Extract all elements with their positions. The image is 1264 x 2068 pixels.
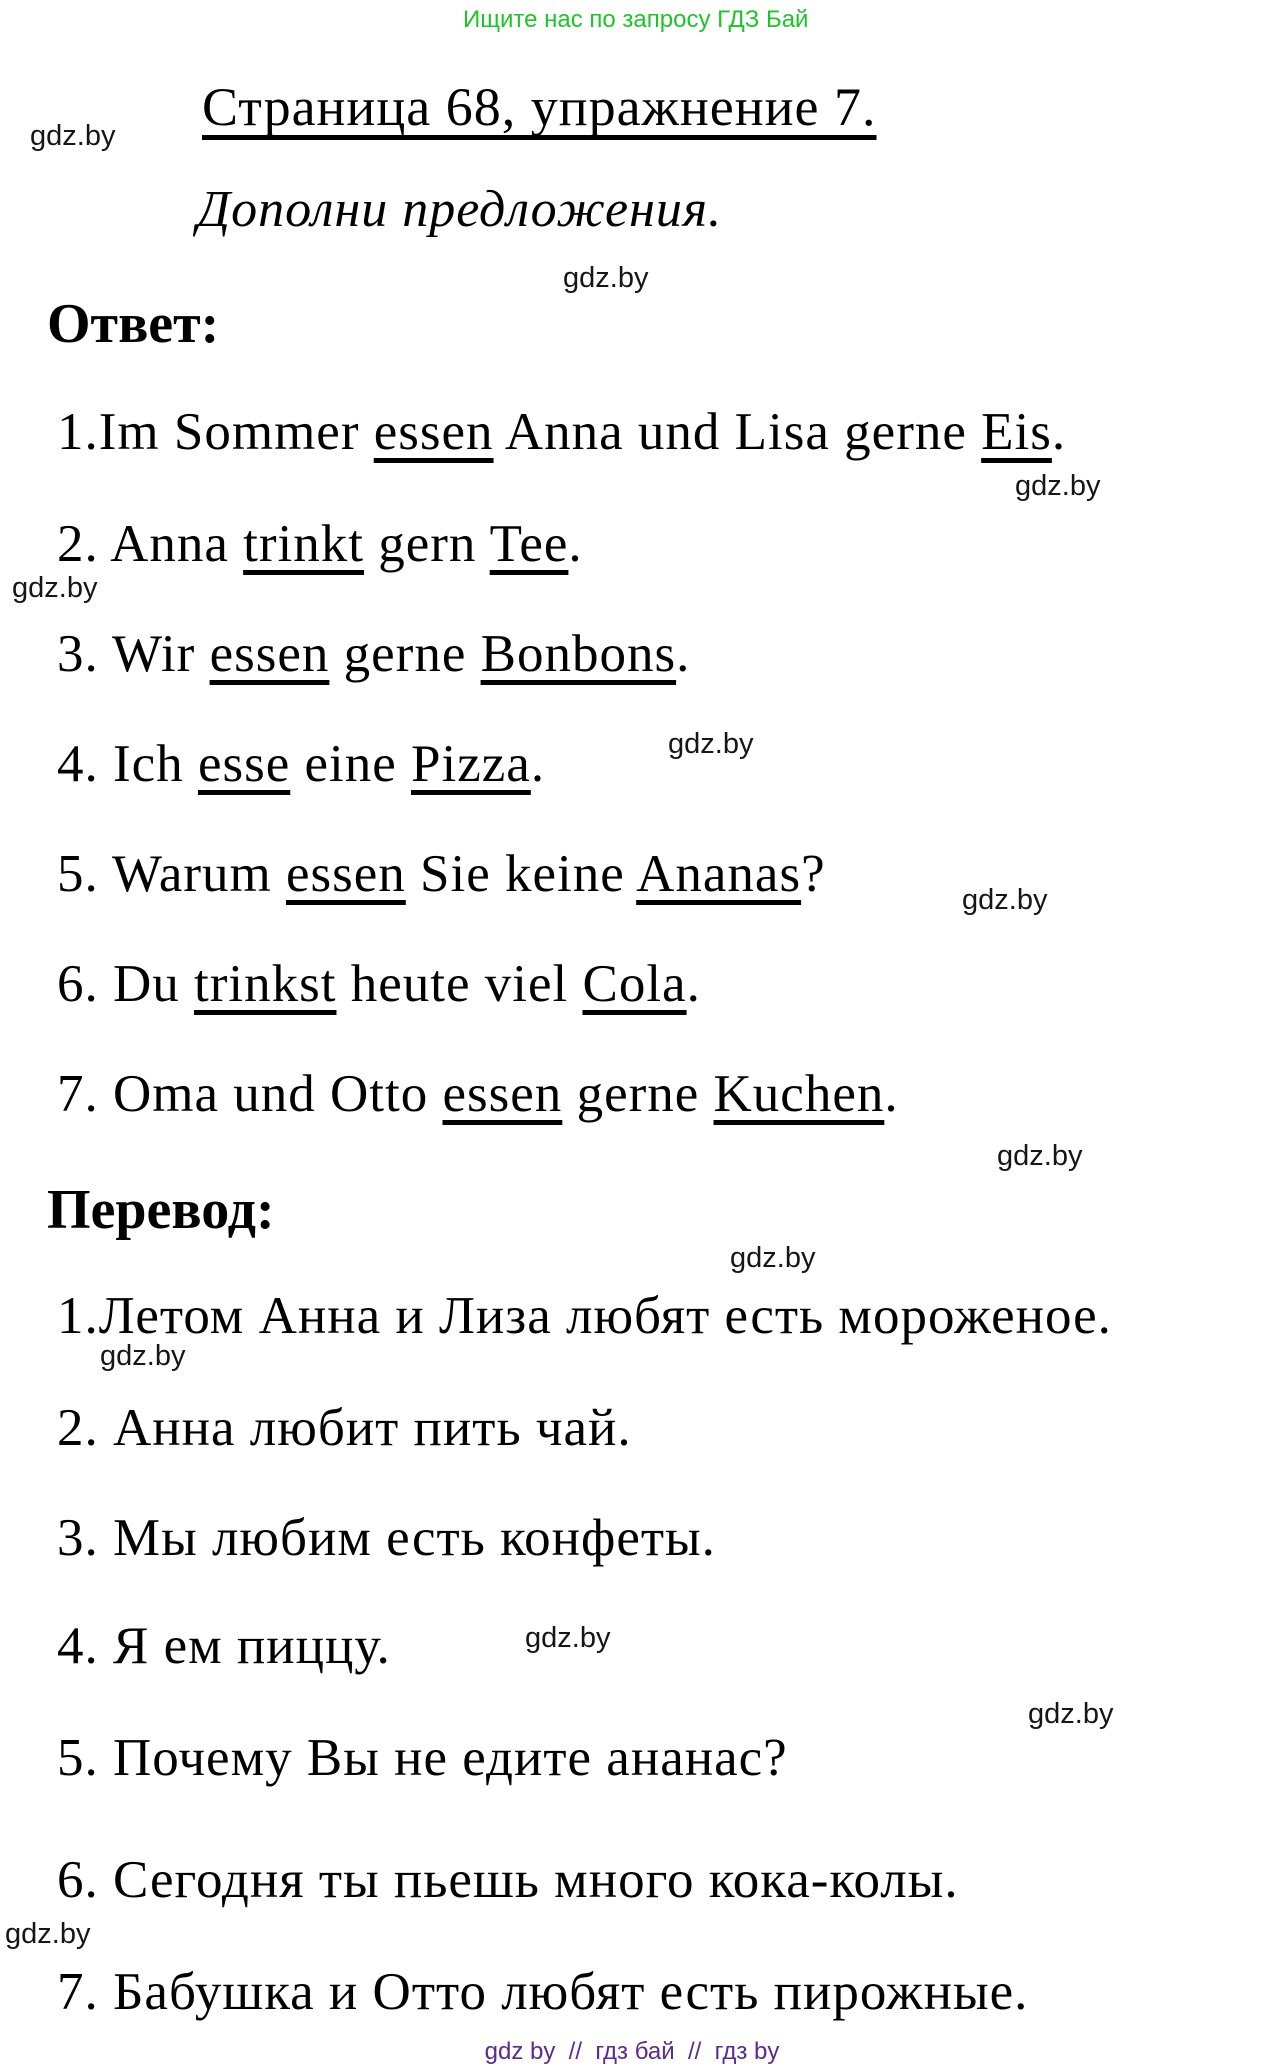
underlined-word: Eis [981,403,1052,461]
underlined-word: Cola [582,955,687,1013]
answer-line-5 [57,844,826,904]
underlined-word: Ananas [636,845,802,903]
answer-line-7 [57,1064,899,1124]
underlined-word: Tee [489,515,569,573]
translation-line-6: 6. Сегодня ты пьешь много кока-колы. [57,1851,959,1909]
underlined-word: essen [209,625,330,683]
gdz-watermark: gdz.by [997,1140,1083,1172]
gdz-watermark: gdz.by [30,120,116,152]
text-segment: eine [290,735,412,793]
gdz-watermark: gdz.by [563,262,649,294]
gdz-watermark: gdz.by [1015,470,1101,502]
underlined-word: essen [285,845,406,903]
answer-label: Ответ: [47,293,220,355]
translation-label: Перевод: [47,1179,275,1241]
underlined-word: trinkst [194,955,337,1013]
answer-line-1 [57,402,1066,462]
text-segment: 1.Im Sommer [57,403,374,461]
underlined-word: essen [442,1065,563,1123]
text-segment: . [676,625,691,683]
text-segment: gern [363,515,490,573]
translation-line-7: 7. Бабушка и Отто любят есть пирожные. [57,1963,1029,2021]
text-segment: gerne [329,625,481,683]
text-segment: Sie keine [405,845,637,903]
text-segment: Anna und Lisa gerne [493,403,982,461]
text-segment: . [1051,403,1067,461]
underlined-word: essen [373,403,494,461]
text-segment: 2. Anna [57,515,244,573]
gdz-watermark: gdz.by [668,728,754,760]
answer-line-3 [57,624,690,684]
text-segment: 6. Du [57,955,195,1013]
promo-link[interactable]: Ищите нас по запросу ГДЗ Бай [463,6,809,33]
translation-line-1: 1.Летом Анна и Лиза любят есть мороженое. [57,1287,1112,1345]
text-segment: heute viel [336,955,583,1013]
gdz-watermark: gdz.by [5,1918,91,1950]
underlined-word: Pizza [411,735,531,793]
underlined-word: Kuchen [713,1065,885,1123]
footer-watermark: gdz by // гдз бай // гдз by [484,2038,780,2065]
translation-line-5: 5. Почему Вы не едите ананас? [57,1729,788,1787]
answer-line-2 [57,514,583,574]
underlined-word: trinkt [243,515,364,573]
answer-line-6 [57,954,701,1014]
translation-line-4: 4. Я ем пиццу. [57,1617,391,1675]
text-segment: . [530,735,546,793]
task-text: Дополни предложения. [197,181,723,238]
text-segment: 3. Wir [57,625,210,683]
page-title: Страница 68, упражнение 7. [202,77,877,137]
gdz-watermark: gdz.by [962,884,1048,916]
answer-line-4 [57,734,545,794]
text-segment: ? [801,845,826,903]
text-segment: 7. Oma und Otto [57,1065,443,1123]
gdz-watermark: gdz.by [100,1340,186,1372]
text-segment: 4. Ich [57,735,198,793]
underlined-word: esse [197,735,291,793]
gdz-watermark: gdz.by [1028,1698,1114,1730]
gdz-watermark: gdz.by [525,1622,611,1654]
gdz-watermark: gdz.by [730,1242,816,1274]
text-segment: 5. Warum [57,845,286,903]
gdz-watermark: gdz.by [12,572,98,604]
text-segment: . [884,1065,899,1123]
translation-line-3: 3. Мы любим есть конфеты. [57,1509,716,1567]
text-segment: . [686,955,701,1013]
text-segment: . [568,515,583,573]
translation-line-2: 2. Анна любит пить чай. [57,1399,632,1457]
text-segment: gerne [562,1065,714,1123]
underlined-word: Bonbons [480,625,677,683]
